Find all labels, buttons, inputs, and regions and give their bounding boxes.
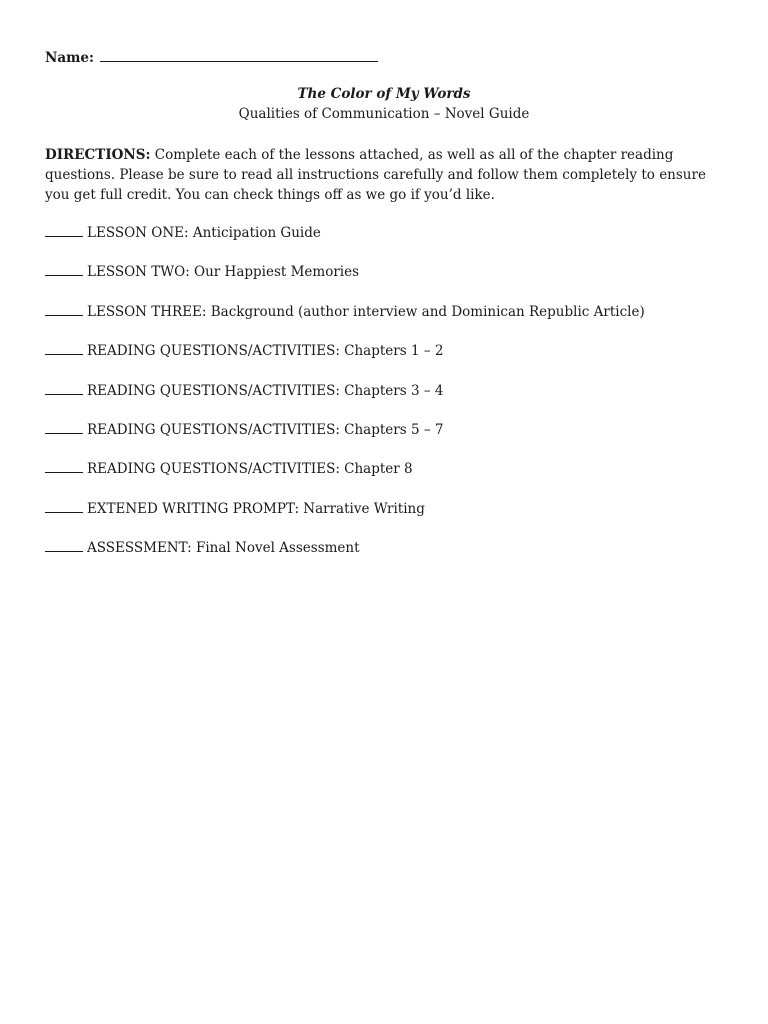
check-blank[interactable] bbox=[45, 382, 83, 395]
checklist-item bbox=[45, 342, 735, 381]
checklist-item bbox=[45, 382, 735, 421]
checklist-item-label: ASSESSMENT: Final Novel Assessment bbox=[87, 540, 360, 557]
name-row bbox=[45, 47, 378, 66]
directions-text: Complete each of the lessons attached, as well as all of the chapter reading questions. Please be sure to read all instructions carefully and follow them completely to ensure you get full credit. You can check things off as we go if you’d like. bbox=[45, 147, 706, 203]
checklist-item-label: READING QUESTIONS/ACTIVITIES: Chapter 8 bbox=[87, 461, 413, 478]
name-label: Name: bbox=[45, 50, 94, 66]
check-blank[interactable] bbox=[45, 263, 83, 276]
check-blank[interactable] bbox=[45, 421, 83, 434]
check-blank[interactable] bbox=[45, 224, 83, 237]
checklist-item bbox=[45, 500, 735, 539]
checklist-item-label: LESSON TWO: Our Happiest Memories bbox=[87, 264, 360, 281]
checklist-item bbox=[45, 539, 735, 578]
checklist-item bbox=[45, 460, 735, 499]
checklist-item-label: READING QUESTIONS/ACTIVITIES: Chapters 3 – 4 bbox=[87, 382, 444, 399]
directions-paragraph bbox=[45, 145, 725, 205]
check-blank[interactable] bbox=[45, 539, 83, 552]
checklist-item bbox=[45, 263, 735, 302]
checklist-item-label: READING QUESTIONS/ACTIVITIES: Chapters 1 – 2 bbox=[87, 343, 444, 360]
name-blank-line[interactable] bbox=[100, 47, 378, 62]
directions-label: DIRECTIONS: bbox=[45, 147, 151, 163]
checklist-item bbox=[45, 303, 735, 342]
lesson-checklist bbox=[45, 224, 735, 579]
document-title: The Color of My Words bbox=[297, 86, 471, 102]
document-subtitle: Qualities of Communication – Novel Guide bbox=[238, 106, 530, 122]
check-blank[interactable] bbox=[45, 303, 83, 316]
check-blank[interactable] bbox=[45, 500, 83, 513]
checklist-item bbox=[45, 224, 735, 263]
checklist-item bbox=[45, 421, 735, 460]
check-blank[interactable] bbox=[45, 342, 83, 355]
checklist-item-label: EXTENED WRITING PROMPT: Narrative Writing bbox=[87, 500, 425, 517]
checklist-item-label: LESSON THREE: Background (author interview and Dominican Republic Article) bbox=[87, 303, 645, 320]
check-blank[interactable] bbox=[45, 460, 83, 473]
checklist-item-label: LESSON ONE: Anticipation Guide bbox=[87, 225, 321, 241]
checklist-item-label: READING QUESTIONS/ACTIVITIES: Chapters 5 – 7 bbox=[87, 421, 444, 438]
